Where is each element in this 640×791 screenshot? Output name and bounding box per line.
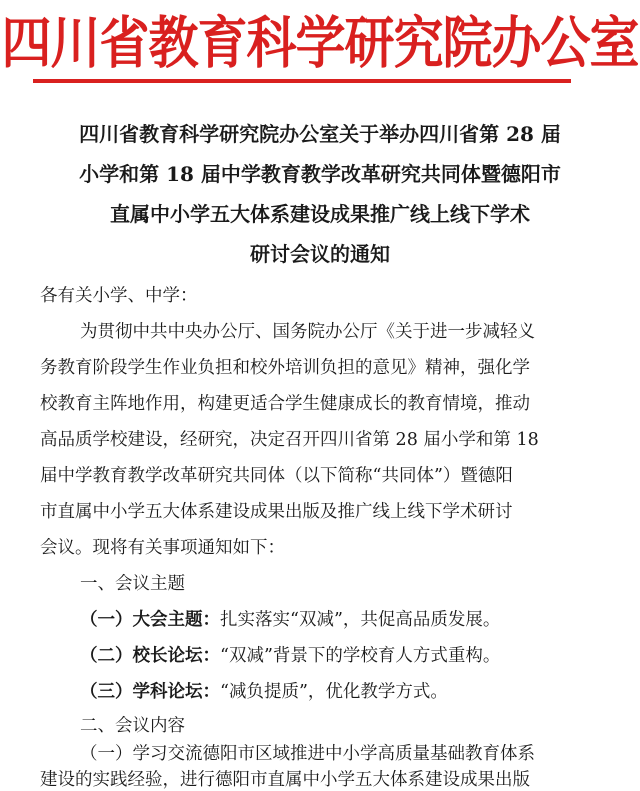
masthead-title: 四川省教育科学研究院办公室 xyxy=(1,9,639,76)
theme-item xyxy=(80,678,448,703)
theme-item xyxy=(80,606,500,631)
red-divider xyxy=(33,79,571,83)
notice-title-line-3: 直属中小学五大体系建设成果推广线上线下学术 xyxy=(110,202,530,226)
theme-item-text: “减负提质”，优化教学方式。 xyxy=(220,682,448,702)
theme-item-label: （三）学科论坛： xyxy=(80,682,220,702)
theme-item-label: （二）校长论坛： xyxy=(80,646,220,666)
body-paragraph-line: 市直属中小学五大体系建设成果出版及推广线上线下学术研讨 xyxy=(40,502,513,522)
theme-item-text: 扎实落实“双减”，共促高品质发展。 xyxy=(220,610,501,630)
body-paragraph-line: 会议。现将有关事项通知如下： xyxy=(40,538,285,558)
notice-title-line-4: 研讨会议的通知 xyxy=(250,242,390,266)
notice-title-line-1: 四川省教育科学研究院办公室关于举办四川省第 28 届 xyxy=(79,122,561,146)
notice-title-line-2: 小学和第 18 届中学教育教学改革研究共同体暨德阳市 xyxy=(79,162,561,186)
theme-item xyxy=(80,642,500,667)
body-paragraph-line: 务教育阶段学生作业负担和校外培训负担的意见》精神，强化学 xyxy=(40,358,530,378)
theme-item-label: （一）大会主题： xyxy=(80,610,220,630)
body-paragraph-line: 建设的实践经验，进行德阳市直属中小学五大体系建设成果出版 xyxy=(40,770,530,790)
masthead xyxy=(0,4,640,74)
body-paragraph-line: 届中学教育教学改革研究共同体（以下简称“共同体”）暨德阳 xyxy=(40,466,513,486)
body-paragraph-line: 校教育主阵地作用，构建更适合学生健康成长的教育情境，推动 xyxy=(40,394,530,414)
section-heading-theme: 一、会议主题 xyxy=(80,574,185,594)
theme-item-text: “双减”背景下的学校育人方式重构。 xyxy=(220,646,501,666)
section-heading-content: 二、会议内容 xyxy=(80,716,185,736)
body-paragraph-line: （一）学习交流德阳市区域推进中小学高质量基础教育体系 xyxy=(80,744,535,764)
body-paragraph-line: 高品质学校建设，经研究，决定召开四川省第 28 届小学和第 18 xyxy=(40,430,539,450)
salutation: 各有关小学、中学： xyxy=(40,286,198,306)
body-paragraph-line: 为贯彻中共中央办公厅、国务院办公厅《关于进一步减轻义 xyxy=(80,322,535,342)
